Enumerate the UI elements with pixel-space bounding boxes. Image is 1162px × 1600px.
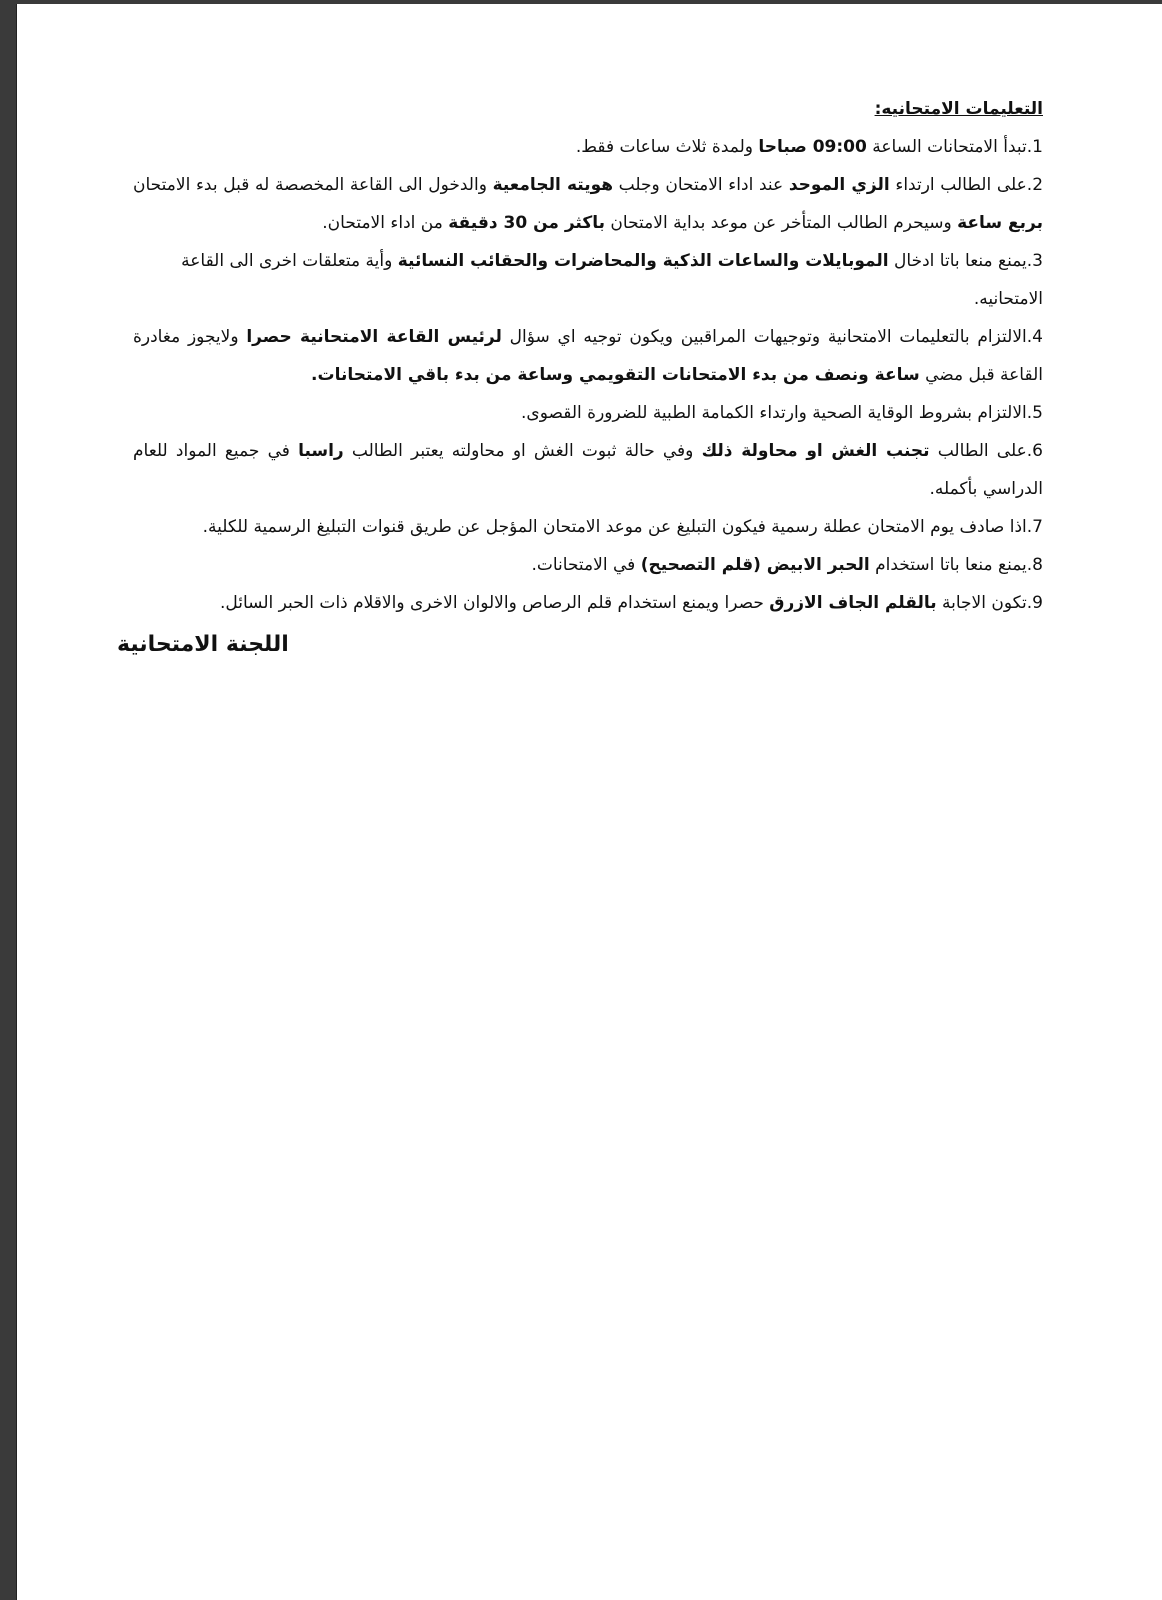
committee-signature: اللجنة الامتحانية [117,632,289,657]
instruction-number: 3. [1026,251,1043,271]
instructions-list [133,128,1043,622]
instruction-item [133,432,1043,508]
instruction-number: 5. [1026,403,1043,423]
instructions-heading: التعليمات الامتحانيه: [874,99,1043,119]
instruction-text: اذا صادف يوم الامتحان عطلة رسمية فيكون التبليغ عن موعد الامتحان المؤجل عن طريق قنوات التبليغ الرسمية للكلية. [202,517,1027,537]
instruction-text: يمنع منعا باتا ادخال [888,251,1027,271]
instruction-text: من اداء الامتحان. [322,213,449,233]
instruction-number: 2. [1026,175,1044,195]
instruction-item [133,546,1043,584]
instruction-item [133,508,1043,546]
instruction-item [133,166,1043,242]
instruction-emphasis: راسبا [298,441,344,461]
instruction-number: 8. [1026,555,1043,575]
instruction-emphasis: هويته الجامعية [492,175,614,195]
instruction-emphasis: بربع ساعة [957,213,1043,233]
instruction-number: 4. [1026,327,1043,347]
instruction-item [133,584,1043,622]
instruction-text: وأية متعلقات اخرى الى القاعة الامتحانيه. [181,251,1043,309]
instruction-item [133,394,1043,432]
instruction-text: وسيحرم الطالب المتأخر عن موعد بداية الامتحان [605,213,958,233]
instruction-emphasis: بالقلم الجاف الازرق [769,593,937,613]
instruction-text: ولايجوز مغادرة القاعة قبل مضي [133,327,1043,385]
instruction-text: حصرا ويمنع استخدام قلم الرصاص والالوان الاخرى والاقلام ذات الحبر السائل. [219,593,770,613]
instruction-text: الالتزام بالتعليمات الامتحانية وتوجيهات المراقبين ويكون توجيه اي سؤال [501,327,1027,347]
instruction-text: على الطالب ارتداء [889,175,1027,195]
instructions-body [133,90,1043,622]
instruction-text: الالتزام بشروط الوقاية الصحية وارتداء الكمامة الطبية للضرورة القصوى. [521,403,1027,423]
instruction-item [133,318,1043,394]
instruction-number: 7. [1026,517,1043,537]
instruction-text: ولمدة ثلاث ساعات فقط. [575,137,759,157]
instruction-emphasis: باكثر من 30 دقيقة [448,213,606,233]
instruction-emphasis: الموبايلات والساعات الذكية والمحاضرات والحقائب النسائية [397,251,889,271]
instruction-text: وفي حالة ثبوت الغش او محاولته يعتبر الطالب [343,441,702,461]
document-page [16,4,1162,1600]
instruction-emphasis: تجنب الغش او محاولة ذلك [701,441,930,461]
instruction-emphasis: لرئيس القاعة الامتحانية حصرا [246,327,502,347]
instruction-emphasis: ساعة ونصف من بدء الامتحانات التقويمي وساعة من بدء باقي الامتحانات. [311,365,920,385]
instruction-text: تبدأ الامتحانات الساعة [866,137,1027,157]
instruction-text: في الامتحانات. [531,555,641,575]
instruction-item [133,242,1043,318]
instruction-emphasis: الزي الموحد [788,175,890,195]
instruction-emphasis: 09:00 صباحا [758,137,867,157]
instruction-number: 1. [1026,137,1043,157]
instruction-text: يمنع منعا باتا استخدام [869,555,1027,575]
instruction-item [133,128,1043,166]
instruction-number: 6. [1026,441,1043,461]
instruction-text: والدخول الى القاعة المخصصة له قبل بدء الامتحان [133,175,493,195]
instruction-text: في جميع المواد للعام الدراسي بأكمله. [133,441,1043,499]
instruction-text: على الطالب [929,441,1027,461]
instruction-text: عند اداء الامتحان وجلب [613,175,789,195]
instruction-emphasis: الحبر الابيض (قلم التصحيح) [640,555,870,575]
instruction-text: تكون الاجابة [936,593,1027,613]
instruction-number: 9. [1026,593,1043,613]
